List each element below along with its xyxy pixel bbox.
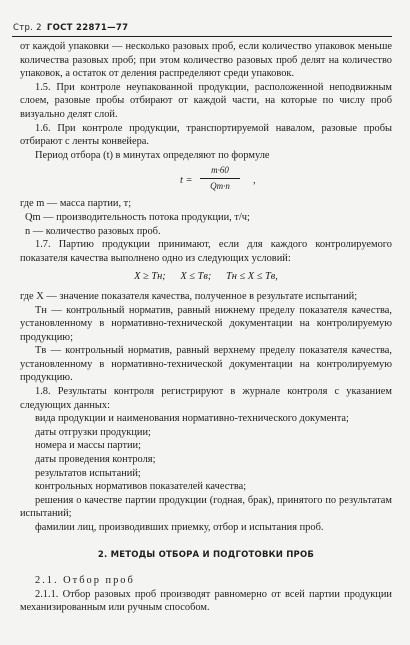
- list-item: фамилии лиц, производивших приемку, отбор и испытания проб.: [35, 522, 324, 533]
- condition-2: X ≤ Tв;: [180, 271, 212, 283]
- paragraph-2-1-1: 2.1.1. Отбор разовых проб производят равномерно от всей партии продукции механизированным или ручным способом.: [20, 588, 392, 614]
- fraction-bar: [200, 178, 240, 179]
- header-rule: [12, 36, 392, 37]
- document-body: [20, 40, 392, 615]
- paragraph-1-7: 1.7. Партию продукции принимают, если для каждого контролируемого показателя качества выполнено одно из следующих условий:: [20, 239, 392, 264]
- definition-x: где X — значение показателя качества, полученное в результате испытаний;: [20, 290, 358, 302]
- standard-code: ГОСТ 22871—77: [46, 23, 129, 33]
- definition-n: n — количество разовых проб.: [25, 225, 161, 237]
- condition-1: X ≥ Tн;: [134, 271, 166, 283]
- definition-qm: Qm — производительность потока продукции, т/ч;: [25, 211, 250, 223]
- definition-m: где m — масса партии, т;: [20, 198, 132, 210]
- sampling-period-text: Период отбора (t) в минутах определяют по формуле: [35, 149, 270, 161]
- paragraph-1-8: 1.8. Результаты контроля регистрируют в журнале контроля с указанием следующих данных:: [20, 386, 392, 411]
- formula-numerator: m·60: [211, 165, 229, 176]
- list-item: контрольных нормативов показателей качества;: [35, 481, 247, 493]
- formula: [20, 163, 392, 197]
- paragraph-1-5: 1.5. При контроле неупакованной продукции, расположенной неподвижным слоем, разовые пробы отбирают от каждой части, на которые по числу проб визуально делят слой.: [20, 81, 392, 120]
- definition-tn: Tн — контрольный норматив, равный нижнему пределу показателя качества, установленному в нормативно-технической документации на контролируемую продукцию;: [20, 304, 392, 343]
- section-heading: 2. МЕТОДЫ ОТБОРА И ПОДГОТОВКИ ПРОБ: [97, 549, 315, 560]
- list-item: результатов испытаний;: [35, 467, 141, 479]
- paragraph-continuation: от каждой упаковки — несколько разовых проб, если количество упаковок меньше количества разовых проб; при этом количество разовых проб делят на количество упаковок, а остаток от деления распределяют среди упаковок.: [20, 41, 392, 80]
- list-item: решения о качестве партии продукции (годная, брак), принятого по результатам испытаний;: [20, 494, 392, 520]
- list-item: даты проведения контроля;: [35, 454, 156, 466]
- list-item: номера и массы партии;: [35, 440, 142, 452]
- page-number: Стр. 2: [13, 23, 42, 33]
- formula-comma: ,: [253, 175, 256, 187]
- formula-lhs: t =: [180, 175, 193, 187]
- condition-3: Tн ≤ X ≤ Tв,: [225, 271, 278, 283]
- acceptance-conditions: [20, 270, 392, 284]
- definition-tv: Tв — контрольный норматив, равный верхнему пределу показателя качества, установленному в нормативно-технической документации на контролируемую продукцию.: [20, 345, 392, 384]
- formula-denominator: Qm·n: [210, 181, 230, 192]
- list-item: даты отгрузки продукции;: [35, 426, 151, 438]
- list-item: вида продукции и наименования нормативно-технического документа;: [35, 413, 349, 425]
- subsection-heading: 2.1. Отбор проб: [35, 575, 135, 587]
- paragraph-1-6: 1.6. При контроле продукции, транспортируемой навалом, разовые пробы отбирают с ленты конвейера.: [20, 122, 392, 148]
- page-header: [13, 23, 128, 33]
- formula-fraction: [200, 165, 240, 192]
